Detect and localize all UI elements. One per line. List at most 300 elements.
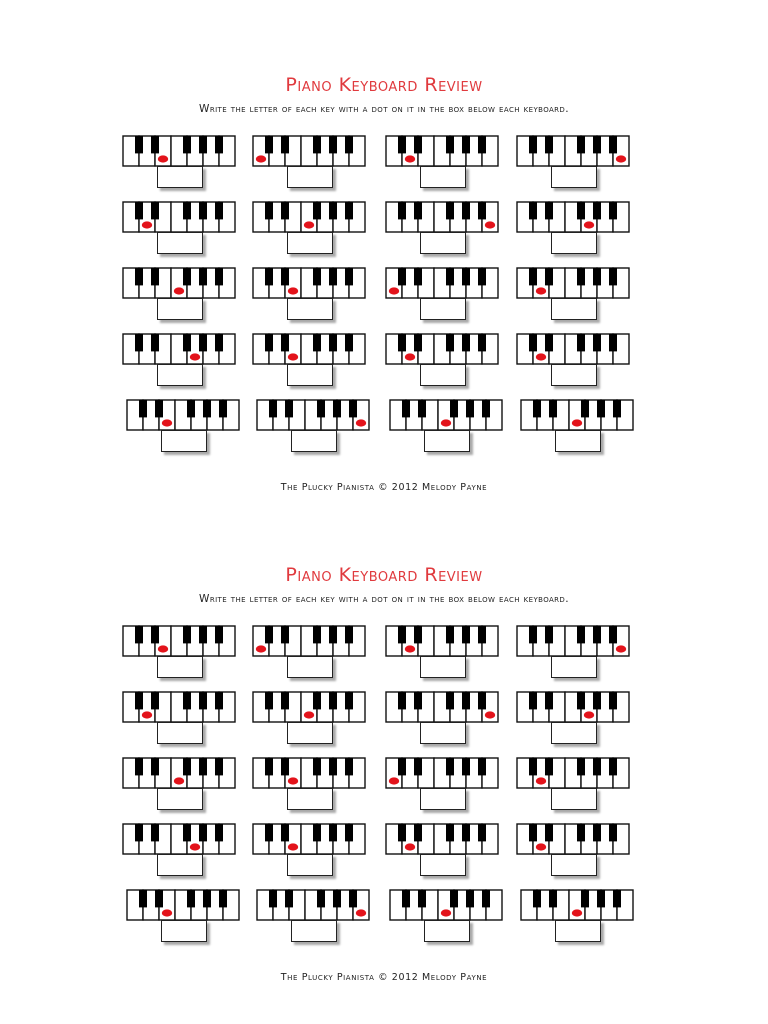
- answer-box[interactable]: [420, 722, 466, 744]
- black-key: [593, 334, 601, 351]
- answer-box[interactable]: [424, 920, 470, 942]
- black-key: [462, 758, 470, 775]
- black-key: [135, 692, 143, 709]
- key-dot: [174, 287, 184, 294]
- key-dot: [304, 711, 314, 718]
- answer-box[interactable]: [287, 656, 333, 678]
- keyboard-item: [126, 889, 242, 949]
- answer-box[interactable]: [551, 232, 597, 254]
- black-key: [398, 626, 406, 643]
- piano-keyboard: [252, 757, 366, 789]
- black-key: [349, 400, 357, 417]
- black-key: [414, 824, 422, 841]
- keyboard-item: [516, 267, 632, 327]
- black-key: [281, 202, 289, 219]
- black-key: [545, 758, 553, 775]
- keyboard-item: [122, 201, 238, 261]
- black-key: [345, 202, 353, 219]
- black-key: [577, 692, 585, 709]
- key-dot: [190, 843, 200, 850]
- black-key: [609, 626, 617, 643]
- black-key: [609, 334, 617, 351]
- black-key: [313, 692, 321, 709]
- black-key: [613, 890, 621, 907]
- black-key: [613, 400, 621, 417]
- black-key: [155, 400, 163, 417]
- black-key: [450, 890, 458, 907]
- black-key: [313, 268, 321, 285]
- piano-keyboard: [122, 333, 236, 365]
- black-key: [418, 400, 426, 417]
- black-key: [414, 692, 422, 709]
- worksheet-title: Piano Keyboard Review: [285, 74, 483, 96]
- black-key: [446, 268, 454, 285]
- keyboard-item: [520, 889, 636, 949]
- key-dot: [356, 909, 366, 916]
- key-dot: [162, 419, 172, 426]
- worksheet-instructions: Write the letter of each key with a dot on it in the box below each keyboard.: [199, 103, 569, 115]
- black-key: [414, 758, 422, 775]
- key-dot: [288, 843, 298, 850]
- answer-box[interactable]: [424, 430, 470, 452]
- piano-keyboard: [389, 399, 503, 431]
- black-key: [482, 890, 490, 907]
- black-key: [593, 626, 601, 643]
- black-key: [478, 202, 486, 219]
- black-key: [462, 268, 470, 285]
- key-dot: [389, 287, 399, 294]
- black-key: [593, 136, 601, 153]
- black-key: [215, 758, 223, 775]
- key-dot: [572, 909, 582, 916]
- black-key: [215, 136, 223, 153]
- black-key: [281, 626, 289, 643]
- black-key: [151, 692, 159, 709]
- black-key: [329, 626, 337, 643]
- black-key: [462, 692, 470, 709]
- black-key: [183, 202, 191, 219]
- black-key: [345, 626, 353, 643]
- black-key: [317, 400, 325, 417]
- black-key: [478, 824, 486, 841]
- black-key: [329, 824, 337, 841]
- black-key: [215, 692, 223, 709]
- black-key: [281, 758, 289, 775]
- keyboard-item: [389, 399, 505, 459]
- answer-box[interactable]: [287, 854, 333, 876]
- black-key: [398, 334, 406, 351]
- black-key: [345, 758, 353, 775]
- keyboard-item: [122, 757, 238, 817]
- key-dot: [142, 221, 152, 228]
- keyboard-item: [252, 267, 368, 327]
- piano-keyboard: [126, 399, 240, 431]
- black-key: [398, 692, 406, 709]
- black-key: [577, 758, 585, 775]
- black-key: [215, 268, 223, 285]
- worksheet-instructions: Write the letter of each key with a dot on it in the box below each keyboard.: [199, 593, 569, 605]
- keyboard-item: [516, 135, 632, 195]
- black-key: [199, 334, 207, 351]
- keyboard-item: [122, 823, 238, 883]
- piano-keyboard: [122, 757, 236, 789]
- black-key: [313, 136, 321, 153]
- black-key: [281, 692, 289, 709]
- key-dot: [536, 777, 546, 784]
- black-key: [349, 890, 357, 907]
- black-key: [215, 626, 223, 643]
- black-key: [446, 202, 454, 219]
- keyboard-item: [122, 333, 238, 393]
- worksheet-footer: The Plucky Pianista © 2012 Melody Payne: [280, 972, 488, 983]
- black-key: [462, 136, 470, 153]
- key-dot: [288, 287, 298, 294]
- black-key: [597, 890, 605, 907]
- black-key: [414, 136, 422, 153]
- black-key: [333, 890, 341, 907]
- keyboard-item: [516, 625, 632, 685]
- keyboard-item: [516, 823, 632, 883]
- black-key: [414, 626, 422, 643]
- black-key: [529, 758, 537, 775]
- black-key: [281, 268, 289, 285]
- black-key: [265, 692, 273, 709]
- worksheet-top: [0, 0, 768, 510]
- black-key: [219, 400, 227, 417]
- black-key: [398, 824, 406, 841]
- piano-keyboard: [385, 201, 499, 233]
- black-key: [597, 400, 605, 417]
- black-key: [151, 758, 159, 775]
- black-key: [183, 692, 191, 709]
- black-key: [151, 824, 159, 841]
- answer-box[interactable]: [291, 430, 337, 452]
- keyboard-item: [385, 757, 501, 817]
- answer-box[interactable]: [420, 364, 466, 386]
- key-dot: [405, 645, 415, 652]
- black-key: [529, 136, 537, 153]
- key-dot: [288, 777, 298, 784]
- black-key: [545, 202, 553, 219]
- piano-keyboard: [385, 267, 499, 299]
- key-dot: [405, 155, 415, 162]
- black-key: [199, 626, 207, 643]
- answer-box[interactable]: [157, 854, 203, 876]
- black-key: [329, 692, 337, 709]
- black-key: [478, 334, 486, 351]
- answer-box[interactable]: [157, 166, 203, 188]
- black-key: [203, 400, 211, 417]
- black-key: [545, 268, 553, 285]
- keyboard-item: [122, 625, 238, 685]
- piano-keyboard: [122, 201, 236, 233]
- black-key: [187, 890, 195, 907]
- keyboard-item: [252, 823, 368, 883]
- key-dot: [256, 645, 266, 652]
- piano-keyboard: [252, 135, 366, 167]
- key-dot: [536, 843, 546, 850]
- black-key: [135, 626, 143, 643]
- key-dot: [485, 221, 495, 228]
- black-key: [398, 202, 406, 219]
- piano-keyboard: [516, 267, 630, 299]
- black-key: [478, 136, 486, 153]
- answer-box[interactable]: [420, 298, 466, 320]
- piano-keyboard: [122, 625, 236, 657]
- piano-keyboard: [516, 757, 630, 789]
- keyboard-item: [122, 691, 238, 751]
- black-key: [577, 824, 585, 841]
- answer-box[interactable]: [555, 920, 601, 942]
- black-key: [151, 202, 159, 219]
- answer-box[interactable]: [551, 166, 597, 188]
- answer-box[interactable]: [157, 298, 203, 320]
- black-key: [199, 268, 207, 285]
- answer-box[interactable]: [420, 232, 466, 254]
- key-dot: [616, 645, 626, 652]
- black-key: [151, 626, 159, 643]
- black-key: [151, 334, 159, 351]
- black-key: [183, 268, 191, 285]
- black-key: [151, 268, 159, 285]
- answer-box[interactable]: [287, 788, 333, 810]
- piano-keyboard: [252, 823, 366, 855]
- black-key: [533, 890, 541, 907]
- black-key: [414, 334, 422, 351]
- piano-keyboard: [520, 399, 634, 431]
- answer-box[interactable]: [420, 854, 466, 876]
- black-key: [462, 334, 470, 351]
- black-key: [545, 626, 553, 643]
- piano-keyboard: [516, 625, 630, 657]
- black-key: [609, 758, 617, 775]
- black-key: [317, 890, 325, 907]
- black-key: [183, 824, 191, 841]
- piano-keyboard: [252, 691, 366, 723]
- black-key: [345, 824, 353, 841]
- black-key: [533, 400, 541, 417]
- black-key: [466, 890, 474, 907]
- black-key: [478, 692, 486, 709]
- key-dot: [572, 419, 582, 426]
- piano-keyboard: [252, 333, 366, 365]
- black-key: [577, 626, 585, 643]
- key-dot: [158, 645, 168, 652]
- answer-box[interactable]: [420, 166, 466, 188]
- answer-box[interactable]: [161, 920, 207, 942]
- answer-box[interactable]: [157, 364, 203, 386]
- keyboard-item: [252, 333, 368, 393]
- piano-keyboard: [385, 757, 499, 789]
- black-key: [446, 692, 454, 709]
- black-key: [581, 400, 589, 417]
- key-dot: [441, 419, 451, 426]
- black-key: [183, 136, 191, 153]
- answer-box[interactable]: [551, 298, 597, 320]
- key-dot: [536, 353, 546, 360]
- keyboard-item: [256, 399, 372, 459]
- black-key: [199, 692, 207, 709]
- black-key: [265, 824, 273, 841]
- black-key: [281, 136, 289, 153]
- piano-keyboard: [252, 267, 366, 299]
- black-key: [199, 824, 207, 841]
- black-key: [402, 400, 410, 417]
- black-key: [135, 136, 143, 153]
- answer-box[interactable]: [551, 722, 597, 744]
- black-key: [183, 758, 191, 775]
- black-key: [135, 202, 143, 219]
- black-key: [313, 334, 321, 351]
- piano-keyboard: [122, 691, 236, 723]
- black-key: [329, 136, 337, 153]
- piano-keyboard: [516, 691, 630, 723]
- keyboard-item: [252, 757, 368, 817]
- black-key: [199, 202, 207, 219]
- black-key: [139, 400, 147, 417]
- black-key: [446, 824, 454, 841]
- answer-box[interactable]: [287, 166, 333, 188]
- piano-keyboard: [252, 201, 366, 233]
- answer-box[interactable]: [551, 788, 597, 810]
- worksheet-footer: The Plucky Pianista © 2012 Melody Payne: [280, 482, 488, 493]
- black-key: [545, 692, 553, 709]
- black-key: [313, 626, 321, 643]
- keyboard-item: [389, 889, 505, 949]
- black-key: [265, 136, 273, 153]
- worksheet-title: Piano Keyboard Review: [285, 564, 483, 586]
- keyboard-item: [516, 757, 632, 817]
- piano-keyboard: [385, 691, 499, 723]
- black-key: [466, 400, 474, 417]
- black-key: [265, 758, 273, 775]
- black-key: [609, 202, 617, 219]
- answer-box[interactable]: [287, 364, 333, 386]
- black-key: [478, 268, 486, 285]
- answer-box[interactable]: [157, 656, 203, 678]
- black-key: [265, 202, 273, 219]
- black-key: [446, 334, 454, 351]
- black-key: [593, 692, 601, 709]
- keyboard-item: [516, 201, 632, 261]
- black-key: [418, 890, 426, 907]
- key-dot: [584, 221, 594, 228]
- key-dot: [304, 221, 314, 228]
- black-key: [281, 824, 289, 841]
- piano-keyboard: [516, 135, 630, 167]
- answer-box[interactable]: [420, 656, 466, 678]
- black-key: [281, 334, 289, 351]
- piano-keyboard: [252, 625, 366, 657]
- keyboard-item: [520, 399, 636, 459]
- key-dot: [190, 353, 200, 360]
- black-key: [265, 268, 273, 285]
- black-key: [545, 334, 553, 351]
- piano-keyboard: [122, 823, 236, 855]
- key-dot: [142, 711, 152, 718]
- black-key: [269, 890, 277, 907]
- keyboard-item: [385, 333, 501, 393]
- answer-box[interactable]: [551, 656, 597, 678]
- keyboard-item: [516, 691, 632, 751]
- black-key: [414, 202, 422, 219]
- black-key: [398, 136, 406, 153]
- keyboard-item: [126, 399, 242, 459]
- black-key: [345, 268, 353, 285]
- black-key: [402, 890, 410, 907]
- answer-box[interactable]: [420, 788, 466, 810]
- black-key: [446, 626, 454, 643]
- piano-keyboard: [516, 201, 630, 233]
- black-key: [265, 334, 273, 351]
- black-key: [450, 400, 458, 417]
- black-key: [581, 890, 589, 907]
- black-key: [462, 824, 470, 841]
- answer-box[interactable]: [287, 722, 333, 744]
- black-key: [285, 400, 293, 417]
- black-key: [577, 334, 585, 351]
- key-dot: [256, 155, 266, 162]
- answer-box[interactable]: [555, 430, 601, 452]
- black-key: [215, 202, 223, 219]
- key-dot: [536, 287, 546, 294]
- black-key: [135, 824, 143, 841]
- black-key: [203, 890, 211, 907]
- black-key: [187, 400, 195, 417]
- black-key: [215, 334, 223, 351]
- piano-keyboard: [385, 823, 499, 855]
- answer-box[interactable]: [551, 364, 597, 386]
- black-key: [135, 268, 143, 285]
- black-key: [529, 202, 537, 219]
- answer-box[interactable]: [157, 232, 203, 254]
- black-key: [577, 268, 585, 285]
- piano-keyboard: [516, 823, 630, 855]
- answer-box[interactable]: [287, 298, 333, 320]
- worksheet-bottom: [0, 490, 768, 1000]
- key-dot: [584, 711, 594, 718]
- black-key: [333, 400, 341, 417]
- black-key: [329, 334, 337, 351]
- piano-keyboard: [126, 889, 240, 921]
- black-key: [269, 400, 277, 417]
- answer-box[interactable]: [161, 430, 207, 452]
- keyboard-item: [252, 201, 368, 261]
- answer-box[interactable]: [157, 722, 203, 744]
- key-dot: [405, 353, 415, 360]
- answer-box[interactable]: [157, 788, 203, 810]
- answer-box[interactable]: [291, 920, 337, 942]
- black-key: [215, 824, 223, 841]
- black-key: [462, 626, 470, 643]
- black-key: [155, 890, 163, 907]
- black-key: [478, 626, 486, 643]
- black-key: [577, 136, 585, 153]
- key-dot: [158, 155, 168, 162]
- black-key: [549, 890, 557, 907]
- black-key: [135, 758, 143, 775]
- black-key: [478, 758, 486, 775]
- black-key: [609, 136, 617, 153]
- black-key: [329, 268, 337, 285]
- black-key: [593, 758, 601, 775]
- black-key: [219, 890, 227, 907]
- answer-box[interactable]: [287, 232, 333, 254]
- black-key: [345, 136, 353, 153]
- answer-box[interactable]: [551, 854, 597, 876]
- key-dot: [389, 777, 399, 784]
- black-key: [398, 758, 406, 775]
